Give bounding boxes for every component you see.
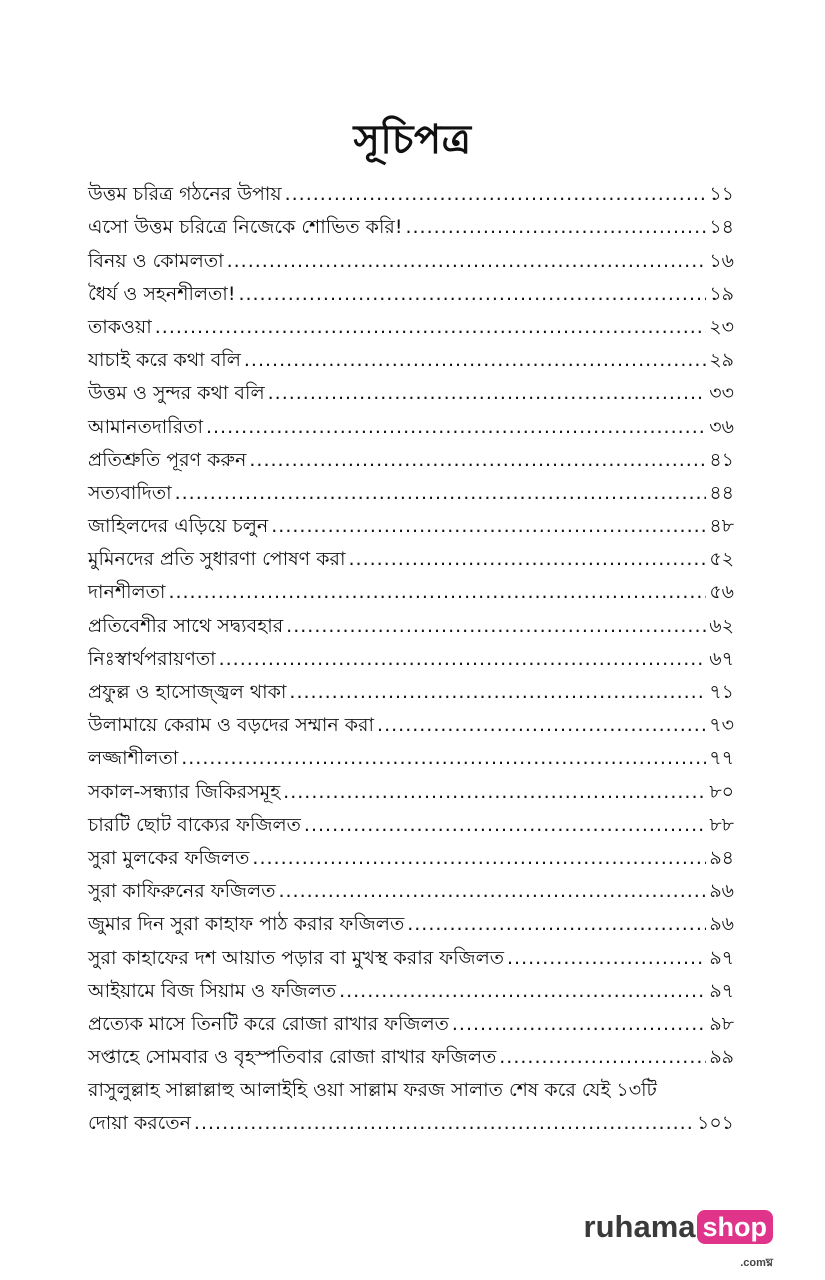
toc-entry-title: প্রতিবেশীর সাথে সদ্ব্যবহার bbox=[88, 614, 284, 637]
toc-entry-title-continued: দোয়া করতেন bbox=[88, 1112, 191, 1135]
toc-entry-title: রাসুলুল্লাহ সাল্লাল্লাহু আলাইহি ওয়া সাল্লাম ফরজ সালাত শেষ করে যেই ১৩টি bbox=[88, 1079, 657, 1102]
toc-leader-dots bbox=[507, 945, 706, 971]
toc-entry-title: মুমিনদের প্রতি সুধারণা পোষণ করা bbox=[88, 548, 346, 571]
toc-entry-page: ১৬ bbox=[709, 249, 734, 272]
toc-entry-title: উত্তম ও সুন্দর কথা বলি bbox=[88, 382, 265, 405]
toc-entry-page: ৯৪ bbox=[709, 846, 734, 869]
brand-name: ruhama bbox=[583, 1209, 696, 1244]
toc-leader-dots bbox=[348, 546, 706, 572]
toc-leader-dots bbox=[252, 845, 706, 871]
toc-leader-dots bbox=[175, 480, 707, 506]
toc-entry bbox=[88, 605, 734, 638]
toc-entry-page: ১৯ bbox=[709, 282, 734, 305]
toc-entry-title: সুরা কাহাফের দশ আয়াত পড়ার বা মুখস্থ করার ফজিলত bbox=[88, 946, 504, 969]
toc-entry-title: আইয়ামে বিজ সিয়াম ও ফজিলত bbox=[88, 979, 337, 1002]
toc-leader-dots bbox=[271, 513, 706, 539]
toc-entry-page: ৫২ bbox=[709, 548, 734, 571]
table-of-contents bbox=[88, 174, 734, 1136]
toc-entry bbox=[88, 506, 734, 539]
toc-entry-page: ৮০ bbox=[709, 780, 734, 803]
toc-entry-title: জাহিলদের এড়িয়ে চলুন bbox=[88, 515, 269, 538]
brand-shop-text: shop bbox=[702, 1212, 767, 1242]
toc-entry-title: ধৈর্য ও সহনশীলতা! bbox=[88, 282, 236, 305]
toc-leader-dots bbox=[227, 248, 707, 274]
toc-entry-page: ৪১ bbox=[709, 448, 734, 471]
brand-logo bbox=[583, 1209, 773, 1269]
toc-entry-page: ৭১ bbox=[709, 681, 734, 703]
toc-leader-dots bbox=[304, 812, 706, 838]
toc-entry bbox=[88, 738, 734, 771]
toc-entry-title: সুরা কাফিরুনের ফজিলত bbox=[88, 880, 276, 903]
toc-leader-dots bbox=[238, 281, 706, 307]
toc-entry-page: ৬৭ bbox=[709, 647, 734, 670]
toc-entry-title: যাচাই করে কথা বলি bbox=[88, 349, 241, 372]
toc-leader-dots bbox=[206, 414, 706, 440]
toc-entry-page: ১৪ bbox=[709, 216, 734, 239]
toc-entry bbox=[88, 539, 734, 572]
toc-entry bbox=[88, 207, 734, 240]
toc-entry-page: ৪৪ bbox=[709, 481, 734, 504]
toc-entry-title: দানশীলতা bbox=[88, 581, 166, 604]
toc-entry-page: ১১ bbox=[709, 183, 734, 206]
toc-entry-page: ৯৬ bbox=[709, 880, 734, 903]
toc-leader-dots bbox=[499, 1044, 706, 1070]
toc-entry-title: সুরা মুলকের ফজিলত bbox=[88, 846, 250, 869]
toc-entry-title: চারটি ছোট বাক্যের ফজিলত bbox=[88, 813, 301, 836]
toc-leader-dots bbox=[377, 712, 706, 738]
toc-entry bbox=[88, 971, 734, 1004]
toc-entry bbox=[88, 871, 734, 904]
brand-shop-badge bbox=[697, 1210, 774, 1269]
toc-entry-page: ৯৬ bbox=[709, 913, 734, 936]
toc-entry-page: ৯৭ bbox=[709, 946, 734, 969]
toc-entry-page: ৯৯ bbox=[709, 1046, 734, 1069]
toc-entry bbox=[88, 440, 734, 473]
toc-entry-page: ৪৮ bbox=[709, 515, 734, 538]
toc-entry-page: ৯৭ bbox=[709, 979, 734, 1002]
toc-entry bbox=[88, 838, 734, 871]
toc-entry-page: ৫৬ bbox=[709, 581, 734, 604]
toc-entry bbox=[88, 937, 734, 970]
toc-entry bbox=[88, 705, 734, 738]
toc-entry-title: প্রতিশ্রুতি পূরণ করুন bbox=[88, 448, 247, 471]
toc-leader-dots bbox=[339, 978, 706, 1004]
toc-entry-page: ৩৩ bbox=[709, 382, 734, 405]
toc-leader-dots bbox=[452, 1011, 706, 1037]
toc-entry-title: লজ্জাশীলতা bbox=[88, 747, 179, 770]
toc-leader-dots bbox=[219, 646, 707, 672]
toc-entry-title: উত্তম চরিত্র গঠনের উপায় bbox=[88, 183, 282, 206]
toc-entry-title: প্রত্যেক মাসে তিনটি করে রোজা রাখার ফজিলত bbox=[88, 1012, 449, 1035]
toc-entry-title: সকাল-সন্ধ্যার জিকিরসমূহ bbox=[88, 780, 281, 803]
toc-entry-title: আমানতদারিতা bbox=[88, 415, 203, 438]
toc-entry-page: ১০১ bbox=[696, 1112, 734, 1135]
toc-entry bbox=[88, 904, 734, 937]
toc-entry-title: সপ্তাহে সোমবার ও বৃহস্পতিবার রোজা রাখার ফজিলত bbox=[88, 1046, 497, 1069]
toc-leader-dots bbox=[407, 911, 706, 937]
toc-entry bbox=[88, 572, 734, 605]
toc-entry-page: ৭৩ bbox=[709, 714, 734, 737]
toc-leader-dots bbox=[244, 347, 706, 373]
toc-leader-dots bbox=[286, 613, 706, 639]
toc-entry-title: বিনয় ও কোমলতা bbox=[88, 249, 224, 272]
toc-entry-title: জুমার দিন সুরা কাহাফ পাঠ করার ফজিলত bbox=[88, 913, 405, 936]
toc-entry-page: ২৩ bbox=[709, 315, 734, 338]
toc-entry-title: উলামায়ে কেরাম ও বড়দের সম্মান করা bbox=[88, 714, 375, 737]
toc-entry-page: ২৯ bbox=[709, 349, 734, 372]
toc-leader-dots bbox=[285, 181, 707, 207]
toc-entry-title: সত্যবাদিতা bbox=[88, 481, 172, 504]
toc-entry bbox=[88, 1103, 734, 1136]
toc-entry-page: ৮৮ bbox=[709, 813, 734, 836]
toc-entry-title: এসো উত্তম চরিত্রে নিজেকে শোভিত করি! bbox=[88, 216, 403, 239]
toc-leader-dots bbox=[289, 679, 706, 705]
toc-entry bbox=[88, 1037, 734, 1070]
toc-leader-dots bbox=[249, 447, 706, 473]
toc-leader-dots bbox=[181, 745, 706, 771]
toc-entry bbox=[88, 406, 734, 439]
toc-entry-page: ৬২ bbox=[709, 614, 734, 637]
toc-entry-title: তাকওয়া bbox=[88, 315, 152, 338]
toc-entry bbox=[88, 639, 734, 672]
toc-entry bbox=[88, 373, 734, 406]
toc-entry bbox=[88, 274, 734, 307]
toc-leader-dots bbox=[194, 1110, 694, 1136]
toc-entry bbox=[88, 1070, 734, 1103]
toc-entry-page: ৩৬ bbox=[709, 415, 734, 438]
toc-leader-dots bbox=[168, 579, 706, 605]
toc-entry-title: প্রফুল্ল ও হাসোজ্জ্বল থাকা bbox=[88, 681, 287, 703]
toc-entry-page: ৯৮ bbox=[709, 1012, 734, 1035]
toc-entry bbox=[88, 805, 734, 838]
toc-entry bbox=[88, 174, 734, 207]
page-title: সূচিপত্র bbox=[353, 117, 472, 163]
toc-leader-dots bbox=[268, 380, 707, 406]
toc-leader-dots bbox=[155, 314, 707, 340]
toc-leader-dots bbox=[283, 779, 706, 805]
toc-leader-dots bbox=[405, 214, 706, 240]
toc-entry bbox=[88, 307, 734, 340]
toc-entry bbox=[88, 340, 734, 373]
toc-entry bbox=[88, 473, 734, 506]
toc-entry-title: নিঃস্বার্থপরায়ণতা bbox=[88, 647, 216, 670]
brand-tld: .comঘ্ন bbox=[740, 1257, 773, 1269]
toc-entry bbox=[88, 240, 734, 273]
toc-entry bbox=[88, 771, 734, 804]
toc-entry bbox=[88, 672, 734, 705]
toc-entry bbox=[88, 1004, 734, 1037]
toc-leader-dots bbox=[278, 878, 706, 904]
toc-entry-page: ৭৭ bbox=[709, 747, 734, 770]
